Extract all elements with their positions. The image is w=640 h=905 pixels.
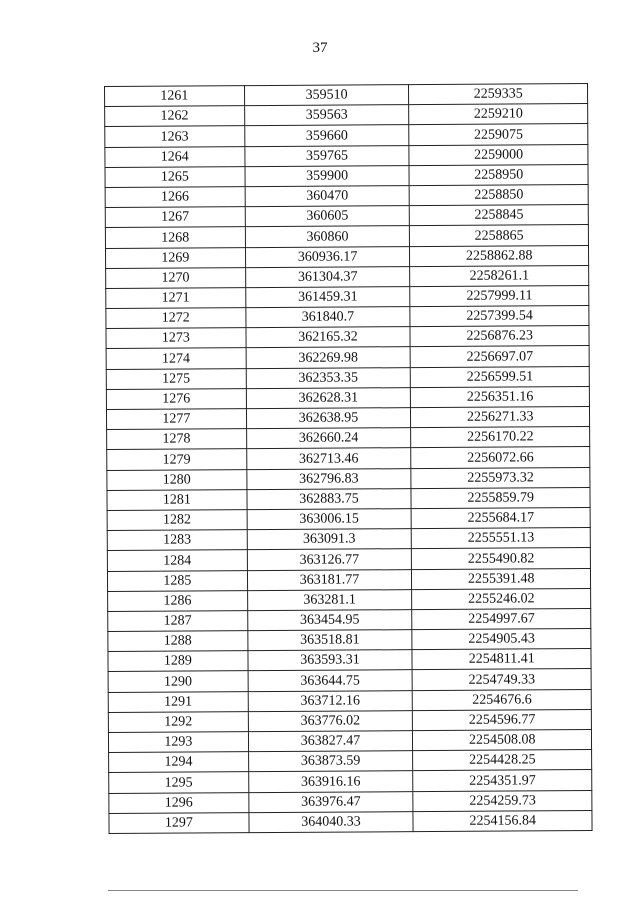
y-coordinate-cell: 2258950 — [409, 164, 588, 185]
point-number-cell: 1290 — [108, 671, 248, 692]
table-row — [109, 810, 592, 833]
point-number-cell: 1277 — [106, 409, 246, 430]
point-number-cell: 1272 — [106, 308, 246, 329]
table-row — [106, 306, 589, 329]
x-coordinate-cell: 363281.1 — [247, 589, 412, 610]
point-number-cell: 1267 — [105, 207, 245, 228]
table-row — [107, 507, 590, 530]
y-coordinate-cell: 2254156.84 — [413, 810, 592, 831]
y-coordinate-cell: 2254428.25 — [413, 750, 592, 771]
y-coordinate-cell: 2254676.6 — [413, 689, 592, 710]
table-body — [105, 84, 593, 834]
table-row — [105, 124, 588, 147]
y-coordinate-cell: 2256876.23 — [410, 326, 589, 347]
table-row — [106, 265, 589, 288]
table-row — [107, 528, 590, 551]
x-coordinate-cell: 362883.75 — [247, 488, 412, 509]
table-row — [105, 205, 588, 228]
point-number-cell: 1296 — [109, 792, 249, 813]
x-coordinate-cell: 362660.24 — [246, 428, 411, 449]
y-coordinate-cell: 2254749.33 — [412, 669, 591, 690]
page-number: 37 — [312, 40, 328, 56]
x-coordinate-cell: 362269.98 — [246, 347, 411, 368]
y-coordinate-cell: 2258261.1 — [410, 265, 589, 286]
point-number-cell: 1283 — [107, 530, 247, 551]
x-coordinate-cell: 363712.16 — [248, 690, 413, 711]
table-row — [107, 427, 590, 450]
y-coordinate-cell: 2254351.97 — [413, 770, 592, 791]
coordinates-table-wrapper — [104, 83, 593, 834]
x-coordinate-cell: 362713.46 — [246, 448, 411, 469]
table-row — [108, 649, 591, 672]
point-number-cell: 1279 — [107, 449, 247, 470]
point-number-cell: 1285 — [107, 570, 247, 591]
y-coordinate-cell: 2257399.54 — [410, 306, 589, 327]
y-coordinate-cell: 2255859.79 — [411, 487, 590, 508]
point-number-cell: 1282 — [107, 510, 247, 531]
point-number-cell: 1269 — [105, 247, 245, 268]
table-row — [105, 225, 588, 248]
y-coordinate-cell: 2256351.16 — [411, 386, 590, 407]
table-row — [105, 245, 588, 268]
point-number-cell: 1287 — [108, 611, 248, 632]
x-coordinate-cell: 363776.02 — [248, 710, 413, 731]
x-coordinate-cell: 361840.7 — [245, 307, 410, 328]
table-row — [108, 669, 591, 692]
x-coordinate-cell: 363091.3 — [247, 529, 412, 550]
coordinates-table — [104, 83, 593, 834]
table-row — [108, 730, 591, 753]
x-coordinate-cell: 363644.75 — [248, 670, 413, 691]
page-bottom-rule — [108, 890, 578, 891]
table-row — [108, 588, 591, 611]
y-coordinate-cell: 2255246.02 — [412, 588, 591, 609]
y-coordinate-cell: 2256072.66 — [411, 447, 590, 468]
point-number-cell: 1278 — [107, 429, 247, 450]
x-coordinate-cell: 362165.32 — [246, 327, 411, 348]
y-coordinate-cell: 2254596.77 — [413, 709, 592, 730]
point-number-cell: 1295 — [109, 772, 249, 793]
y-coordinate-cell: 2255551.13 — [412, 528, 591, 549]
point-number-cell: 1275 — [106, 368, 246, 389]
point-number-cell: 1262 — [105, 106, 245, 127]
point-number-cell: 1265 — [105, 166, 245, 187]
x-coordinate-cell: 359563 — [244, 105, 409, 126]
x-coordinate-cell: 363126.77 — [247, 549, 412, 570]
table-row — [106, 386, 589, 409]
point-number-cell: 1263 — [105, 126, 245, 147]
table-row — [106, 407, 589, 430]
table-row — [108, 709, 591, 732]
point-number-cell: 1280 — [107, 469, 247, 490]
y-coordinate-cell: 2256599.51 — [411, 366, 590, 387]
x-coordinate-cell: 359765 — [245, 145, 410, 166]
x-coordinate-cell: 361304.37 — [245, 266, 410, 287]
table-row — [108, 689, 591, 712]
table-row — [106, 326, 589, 349]
point-number-cell: 1284 — [107, 550, 247, 571]
point-number-cell: 1266 — [105, 187, 245, 208]
x-coordinate-cell: 360605 — [245, 206, 410, 227]
table-row — [105, 164, 588, 187]
x-coordinate-cell: 363916.16 — [248, 771, 413, 792]
table-row — [105, 104, 588, 127]
x-coordinate-cell: 360470 — [245, 186, 410, 207]
x-coordinate-cell: 362353.35 — [246, 367, 411, 388]
table-row — [107, 447, 590, 470]
y-coordinate-cell: 2259000 — [409, 144, 588, 165]
y-coordinate-cell: 2254905.43 — [412, 629, 591, 650]
x-coordinate-cell: 360936.17 — [245, 246, 410, 267]
table-row — [107, 467, 590, 490]
x-coordinate-cell: 362628.31 — [246, 387, 411, 408]
y-coordinate-cell: 2258865 — [410, 225, 589, 246]
point-number-cell: 1288 — [108, 631, 248, 652]
y-coordinate-cell: 2255391.48 — [412, 568, 591, 589]
y-coordinate-cell: 2254997.67 — [412, 608, 591, 629]
point-number-cell: 1261 — [105, 86, 245, 107]
point-number-cell: 1273 — [106, 328, 246, 349]
point-number-cell: 1294 — [109, 752, 249, 773]
x-coordinate-cell: 360860 — [245, 226, 410, 247]
table-row — [108, 629, 591, 652]
x-coordinate-cell: 363827.47 — [248, 731, 413, 752]
table-row — [107, 568, 590, 591]
y-coordinate-cell: 2254508.08 — [413, 730, 592, 751]
y-coordinate-cell: 2259335 — [409, 84, 588, 105]
y-coordinate-cell: 2258850 — [409, 184, 588, 205]
y-coordinate-cell: 2257999.11 — [410, 285, 589, 306]
table-row — [105, 84, 588, 107]
point-number-cell: 1291 — [108, 691, 248, 712]
table-row — [109, 770, 592, 793]
y-coordinate-cell: 2254259.73 — [413, 790, 592, 811]
point-number-cell: 1289 — [108, 651, 248, 672]
table-row — [106, 285, 589, 308]
y-coordinate-cell: 2255490.82 — [412, 548, 591, 569]
x-coordinate-cell: 363873.59 — [248, 751, 413, 772]
point-number-cell: 1293 — [108, 732, 248, 753]
point-number-cell: 1292 — [108, 711, 248, 732]
table-row — [107, 548, 590, 571]
point-number-cell: 1297 — [109, 812, 249, 833]
point-number-cell: 1268 — [105, 227, 245, 248]
x-coordinate-cell: 361459.31 — [245, 287, 410, 308]
x-coordinate-cell: 359660 — [244, 125, 409, 146]
y-coordinate-cell: 2258862.88 — [410, 245, 589, 266]
table-row — [105, 144, 588, 167]
y-coordinate-cell: 2256170.22 — [411, 427, 590, 448]
point-number-cell: 1274 — [106, 348, 246, 369]
x-coordinate-cell: 363976.47 — [248, 791, 413, 812]
point-number-cell: 1271 — [106, 288, 246, 309]
x-coordinate-cell: 359900 — [245, 165, 410, 186]
x-coordinate-cell: 363593.31 — [248, 650, 413, 671]
y-coordinate-cell: 2255684.17 — [411, 507, 590, 528]
x-coordinate-cell: 362638.95 — [246, 408, 411, 429]
point-number-cell: 1286 — [108, 590, 248, 611]
x-coordinate-cell: 363181.77 — [247, 569, 412, 590]
table-row — [106, 346, 589, 369]
x-coordinate-cell: 364040.33 — [249, 811, 414, 832]
table-row — [105, 184, 588, 207]
y-coordinate-cell: 2256697.07 — [410, 346, 589, 367]
point-number-cell: 1270 — [106, 267, 246, 288]
x-coordinate-cell: 363006.15 — [247, 509, 412, 530]
table-row — [108, 608, 591, 631]
x-coordinate-cell: 362796.83 — [246, 468, 411, 489]
y-coordinate-cell: 2255973.32 — [411, 467, 590, 488]
y-coordinate-cell: 2254811.41 — [412, 649, 591, 670]
table-row — [107, 487, 590, 510]
table-row — [106, 366, 589, 389]
x-coordinate-cell: 363518.81 — [247, 630, 412, 651]
table-row — [109, 790, 592, 813]
y-coordinate-cell: 2259210 — [409, 104, 588, 125]
point-number-cell: 1264 — [105, 146, 245, 167]
y-coordinate-cell: 2259075 — [409, 124, 588, 145]
table-row — [109, 750, 592, 773]
point-number-cell: 1276 — [106, 388, 246, 409]
y-coordinate-cell: 2256271.33 — [411, 407, 590, 428]
x-coordinate-cell: 363454.95 — [247, 610, 412, 631]
x-coordinate-cell: 359510 — [244, 85, 409, 106]
y-coordinate-cell: 2258845 — [410, 205, 589, 226]
point-number-cell: 1281 — [107, 489, 247, 510]
